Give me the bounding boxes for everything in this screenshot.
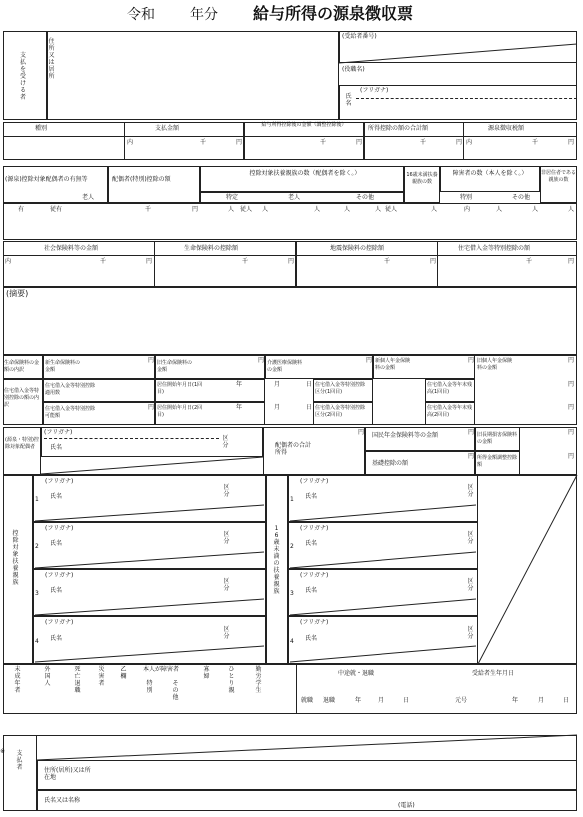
- spouse-name: 氏名: [50, 444, 63, 451]
- flag-dead: 死亡退職: [74, 666, 81, 694]
- dep-r-name-2: 氏名: [305, 540, 318, 547]
- subordinate-label: 従有: [50, 206, 63, 213]
- dep-r-name-4: 氏名: [305, 635, 318, 642]
- housing-count-label: 住宅借入金等特別控除適用数: [45, 383, 96, 396]
- furigana-label: (フリガナ): [360, 87, 389, 94]
- ins-thousand-3: 千: [384, 258, 391, 265]
- title-era: 令和: [127, 7, 155, 23]
- other-label: その他: [356, 194, 375, 201]
- ins-thousand-1: 千: [100, 258, 107, 265]
- housing-possible-label: 住宅借入金等特別控除可能額: [45, 406, 96, 419]
- dep-r-num-2: 2: [290, 543, 294, 550]
- have-label: 有: [18, 206, 25, 213]
- birth-year: 年: [512, 697, 519, 704]
- dep-furi-1: (フリガナ): [45, 478, 74, 485]
- pension-old-label: 旧個人年金保険料の金額: [477, 358, 513, 371]
- emp-year: 年: [355, 697, 362, 704]
- unit-yen-1: 円: [236, 139, 243, 146]
- pension-new-label: 新個人年金保険料の金額: [375, 358, 411, 371]
- bd-yen-3: 円: [366, 357, 373, 364]
- deduction-total-label: 所得控除の額の合計額: [368, 125, 429, 132]
- title-year-unit: 年分: [190, 7, 218, 23]
- date2-month: 月: [274, 404, 281, 411]
- flag-other: その他: [172, 680, 179, 701]
- bd-yen-2: 円: [258, 357, 265, 364]
- bd-yen-1: 円: [148, 357, 155, 364]
- flag-minor: 未成年者: [14, 666, 21, 694]
- birth-month: 月: [538, 697, 545, 704]
- dep-r-class-2: 区分: [467, 531, 474, 545]
- special2-label: 特別: [460, 194, 473, 201]
- sd-yen-3: 円: [468, 453, 475, 460]
- dep-name-1: 氏名: [50, 493, 63, 500]
- retire-label: 退職: [323, 697, 336, 704]
- unit-internal: 内: [127, 139, 134, 146]
- dep-name-2: 氏名: [50, 540, 63, 547]
- date1-month: 月: [274, 381, 281, 388]
- flag-disaster: 災害者: [98, 666, 105, 687]
- housing-class2-label: 住宅借入金等特別控除区分(2回目): [315, 405, 366, 418]
- dep-r-furi-2: (フリガナ): [300, 525, 329, 532]
- flag-special: 特別: [146, 680, 153, 694]
- sd-yen-4: 円: [568, 429, 575, 436]
- old-pension-label: 旧長期損害保険料の金額: [477, 432, 518, 445]
- pay-label: 支払金額: [155, 125, 180, 132]
- dep-furi-2: (フリガナ): [45, 525, 74, 532]
- ins-yen-2: 円: [288, 258, 295, 265]
- dep-r-class-3: 区分: [467, 578, 474, 592]
- spouse-yen: 円: [192, 206, 199, 213]
- flag-student: 勤労学生: [255, 666, 262, 694]
- ins-thousand-2: 千: [242, 258, 249, 265]
- nonresident-label: 非居住者である親族の数: [541, 170, 577, 183]
- social-label: 社会保険料等の金額: [44, 245, 99, 252]
- dependents-label: 控除対象扶養親族: [12, 530, 19, 586]
- spec-person: 人: [228, 206, 235, 213]
- housing-date2-label: 居住開始年月日(2回目): [157, 405, 203, 418]
- old-label: 老人: [288, 194, 301, 201]
- basic-deduction-label: 基礎控除の額: [372, 460, 409, 467]
- life-new-label: 新生命保険料の金額: [45, 360, 81, 373]
- adjustment-label: 所得金額調整控除額: [477, 455, 518, 468]
- other-person: 人: [375, 206, 382, 213]
- housing-date1-label: 居住開始年月日(1回目): [157, 382, 203, 395]
- nonres-person: 人: [568, 206, 575, 213]
- dep-class-1: 区分: [223, 484, 230, 498]
- payer-address-label: 住所(居所)又は所在地: [44, 767, 91, 781]
- housing-balance1-label: 住宅借入金等年末残高(1回目): [427, 382, 473, 395]
- emp-month: 月: [378, 697, 385, 704]
- dep-name-4: 氏名: [50, 635, 63, 642]
- care-label: 介護医療保険料の金額: [267, 360, 303, 373]
- tax-label: 源泉徴収税額: [488, 125, 525, 132]
- earthquake-label: 地震保険料の控除額: [330, 245, 385, 252]
- flag-self-disabled: 本人が障害者: [143, 666, 180, 673]
- bd-yen-4: 円: [468, 357, 475, 364]
- spec-from: 従人: [240, 206, 253, 213]
- dep-class-2: 区分: [223, 531, 230, 545]
- recipient-label: 支払を受ける者: [19, 52, 26, 101]
- ins-yen-1: 円: [146, 258, 153, 265]
- birth-label: 受給者生年月日: [472, 670, 515, 677]
- ins-internal: 内: [5, 258, 12, 265]
- sd-yen-5: 円: [568, 453, 575, 460]
- date2-day: 日: [306, 404, 313, 411]
- housing-detail-label: 住宅借入金等特別控除の額の内訳: [4, 388, 40, 408]
- type-label: 種別: [35, 125, 48, 132]
- dep-r-name-3: 氏名: [305, 587, 318, 594]
- dep-num-2: 2: [35, 543, 39, 550]
- side-mark: ※: [0, 748, 6, 755]
- emp-day: 日: [403, 697, 410, 704]
- dep-r-furi-1: (フリガナ): [300, 478, 329, 485]
- employment-label: 中途就・退職: [338, 670, 375, 677]
- unit-thousand-4: 千: [532, 139, 539, 146]
- dep-class-3: 区分: [223, 578, 230, 592]
- under16-person: 人: [431, 206, 438, 213]
- name-label: 氏名: [345, 93, 352, 107]
- spouse-detail-label: (源泉・特別)控除対象配偶者: [5, 437, 39, 450]
- date1-day: 日: [306, 381, 313, 388]
- under16-label: 16歳未満扶養親族の数: [406, 172, 438, 185]
- flag-otsu: 乙欄: [120, 666, 127, 680]
- birth-era: 元号: [455, 697, 468, 704]
- specific-label: 特定: [226, 194, 239, 201]
- old-person2: 人: [344, 206, 351, 213]
- dependents-label: 控除対象扶養親族の数（配偶者を除く。）: [249, 170, 361, 177]
- unit-yen-4: 円: [568, 139, 575, 146]
- flag-widow: 寡婦: [203, 666, 210, 680]
- after-deduction-label: 給与所得控除後の金額（調整控除後）: [261, 122, 347, 128]
- special-label: 配偶者(特別)控除の額: [112, 176, 171, 183]
- flag-foreign: 外国人: [44, 666, 51, 687]
- unit-thousand-3: 千: [420, 139, 427, 146]
- spouse-presence-label: (源泉)控除対象配偶者の有無等: [5, 176, 88, 183]
- dis-person2: 人: [532, 206, 539, 213]
- spouse-furigana: (フリガナ): [44, 429, 73, 436]
- ins-yen-4: 円: [568, 258, 575, 265]
- recipient-number-label: (受給者番号): [342, 33, 377, 40]
- life-old-label: 旧生命保険料の金額: [157, 360, 193, 373]
- under16-col-label: 16歳未満の扶養親族: [273, 525, 280, 595]
- dep-r-class-4: 区分: [467, 626, 474, 640]
- unit-internal-2: 内: [466, 139, 473, 146]
- bd-yen-8: 円: [568, 404, 575, 411]
- dis-internal: 内: [464, 206, 471, 213]
- dep-num-3: 3: [35, 590, 39, 597]
- ins-yen-3: 円: [430, 258, 437, 265]
- flag-single: ひとり親: [228, 666, 235, 694]
- dep-furi-4: (フリガナ): [45, 619, 74, 626]
- payer-name-label: 氏名又は名称: [44, 797, 81, 804]
- spec-person2: 人: [262, 206, 269, 213]
- dep-r-num-3: 3: [290, 590, 294, 597]
- payer-tel-label: (電話): [398, 802, 415, 809]
- old-person: 人: [314, 206, 321, 213]
- sd-yen-2: 円: [468, 429, 475, 436]
- date2-year: 年: [236, 404, 243, 411]
- sd-yen-1: 円: [358, 429, 365, 436]
- payer-label: 支払者: [16, 750, 23, 771]
- remarks-label: (摘要): [6, 289, 29, 298]
- dep-r-furi-4: (フリガナ): [300, 619, 329, 626]
- birth-day: 日: [563, 697, 570, 704]
- other-from: 従人: [385, 206, 398, 213]
- unit-yen-3: 円: [456, 139, 463, 146]
- other2-label: その他: [512, 194, 531, 201]
- dep-num-1: 1: [35, 496, 39, 503]
- dep-r-class-1: 区分: [467, 484, 474, 498]
- total-income-label: 配偶者の合計所得: [275, 442, 312, 456]
- dis-person: 人: [496, 206, 503, 213]
- disabled-label: 障害者の数（本人を除く。）: [452, 170, 528, 177]
- ins-thousand-4: 千: [526, 258, 533, 265]
- dep-r-num-1: 1: [290, 496, 294, 503]
- dep-name-3: 氏名: [50, 587, 63, 594]
- bd-yen-7: 円: [568, 381, 575, 388]
- address-label: 住所又は居所: [48, 38, 55, 80]
- page-title: 給与所得の源泉徴収票: [253, 4, 414, 23]
- dep-class-4: 区分: [223, 626, 230, 640]
- unit-yen-2: 円: [356, 139, 363, 146]
- dep-r-furi-3: (フリガナ): [300, 572, 329, 579]
- life-label: 生命保険料の控除額: [184, 245, 239, 252]
- dep-r-name-1: 氏名: [305, 493, 318, 500]
- position-label: (役職名): [342, 66, 365, 73]
- dep-furi-3: (フリガナ): [45, 572, 74, 579]
- spouse-thousand: 千: [145, 206, 152, 213]
- elderly-label: 老人: [82, 194, 95, 201]
- bd-yen-5: 円: [568, 357, 575, 364]
- housing-class1-label: 住宅借入金等特別控除区分(1回目): [315, 382, 366, 395]
- national-pension-label: 国民年金保険料等の金額: [372, 432, 439, 439]
- hire-label: 就職: [301, 697, 314, 704]
- spouse-class: 区分: [222, 435, 229, 449]
- housing-balance2-label: 住宅借入金等年末残高(2回目): [427, 405, 473, 418]
- dep-r-num-4: 4: [290, 638, 294, 645]
- life-detail-label: 生命保険料の金額の内訳: [4, 360, 40, 373]
- date1-year: 年: [236, 381, 243, 388]
- bd-yen-6: 円: [148, 404, 155, 411]
- unit-thousand-2: 千: [320, 139, 327, 146]
- unit-thousand-1: 千: [200, 139, 207, 146]
- dep-num-4: 4: [35, 638, 39, 645]
- housing-label: 住宅借入金等特別控除の額: [458, 245, 531, 252]
